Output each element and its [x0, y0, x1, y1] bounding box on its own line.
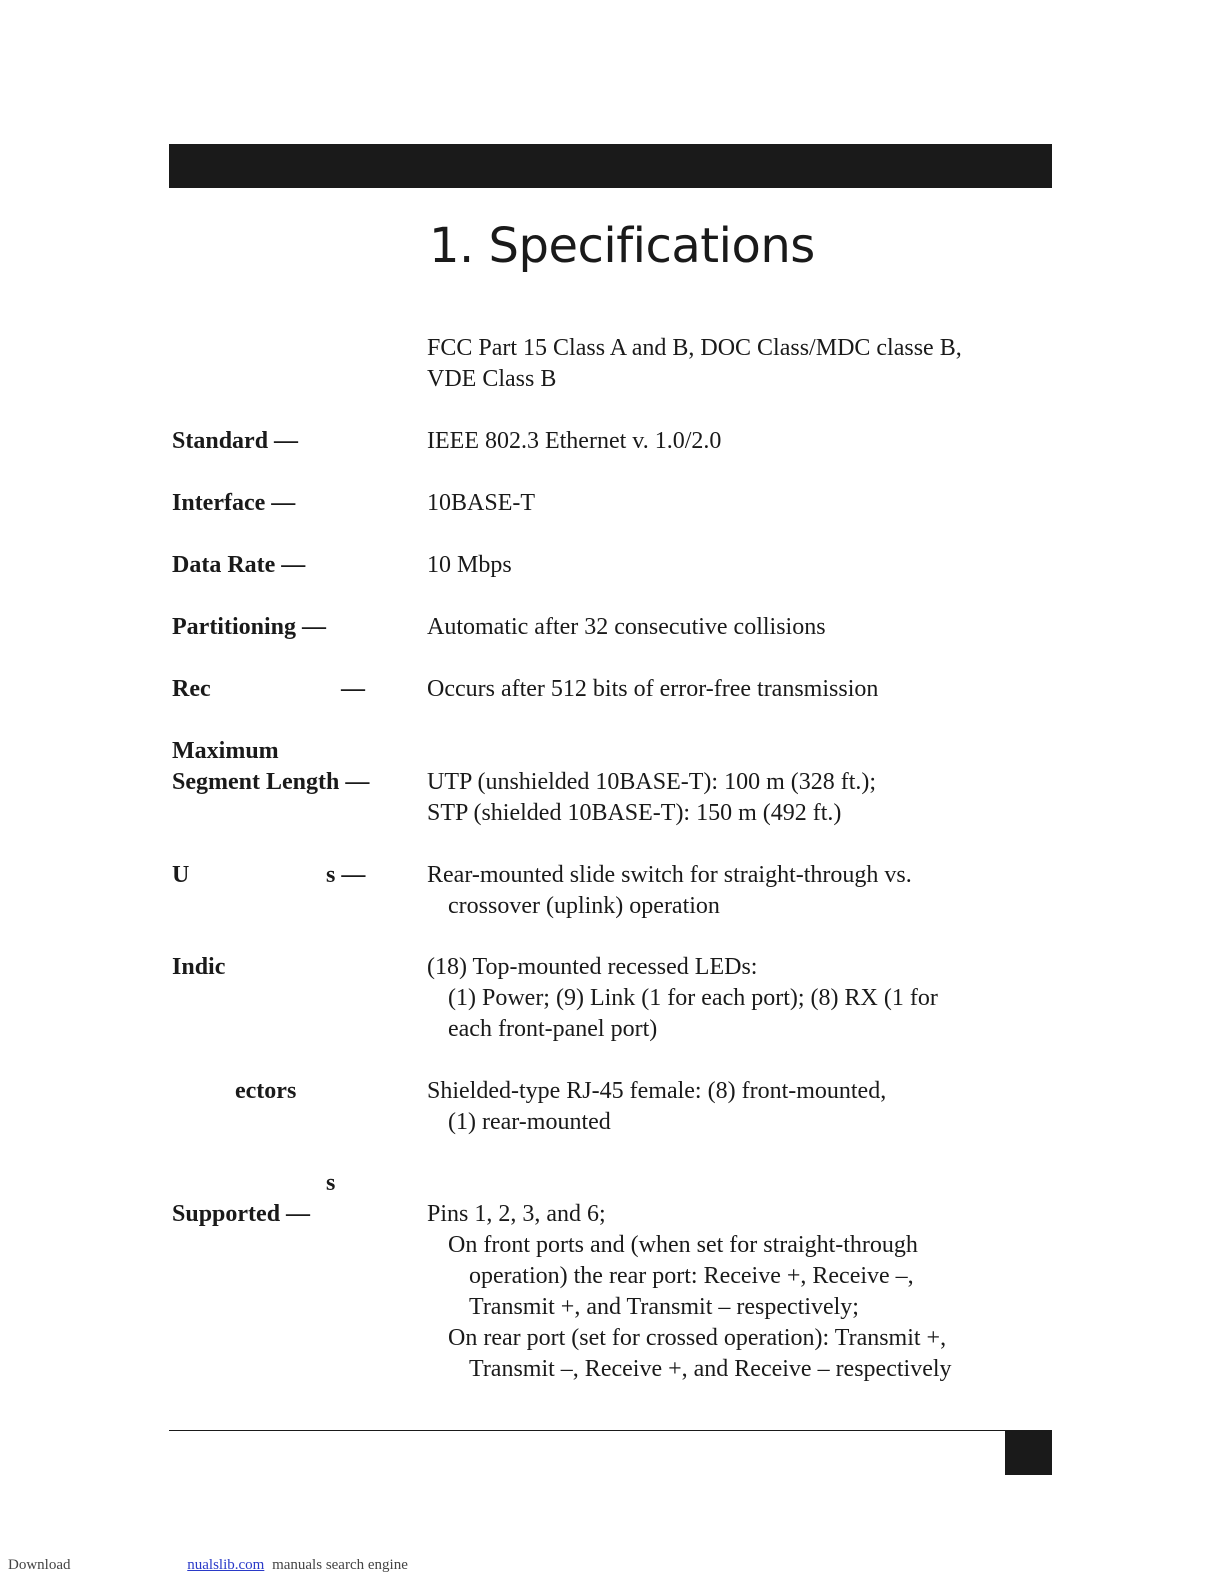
footer-prefix: Download [8, 1557, 71, 1573]
spec-label-indicators: Indic [172, 954, 226, 980]
spec-value-line: Occurs after 512 bits of error-free transmission [427, 676, 879, 702]
spec-value-line: UTP (unshielded 10BASE-T): 100 m (328 ft.); [427, 769, 877, 795]
spec-value-line: (1) Power; (9) Link (1 for each port); (8) RX (1 for [448, 985, 938, 1011]
spec-label-line: Maximum [172, 738, 279, 764]
spec-value-line: Automatic after 32 consecutive collisions [427, 614, 826, 640]
certification-line: VDE Class B [427, 366, 557, 392]
spec-value-line: STP (shielded 10BASE-T): 150 m (492 ft.) [427, 800, 842, 826]
spec-value-line: (18) Top-mounted recessed LEDs: [427, 954, 758, 980]
spec-value-line: Rear-mounted slide switch for straight-through vs. [427, 862, 912, 888]
spec-value-line: 10BASE-T [427, 490, 535, 516]
spec-label-reconnection: Rec [172, 676, 211, 702]
spec-value-interface [427, 488, 1052, 519]
page-number-block [1005, 1431, 1052, 1475]
spec-label-reconnection-dash: — [341, 676, 365, 702]
spec-value-line: On rear port (set for crossed operation): Transmit +, [448, 1325, 947, 1351]
spec-label-segment-length [172, 736, 369, 798]
download-footer [8, 1557, 408, 1574]
spec-value-data-rate [427, 550, 1052, 581]
footer-rule [169, 1430, 1052, 1431]
spec-value-line: On front ports and (when set for straight-through [448, 1232, 918, 1258]
spec-label-interface: Interface — [172, 490, 296, 516]
spec-value-connectors [427, 1076, 1052, 1138]
spec-label-signals-fragment: s [326, 1170, 336, 1196]
spec-value-line: Transmit +, and Transmit – respectively; [469, 1294, 859, 1320]
spec-value-partitioning [427, 612, 1052, 643]
spec-value-line: Transmit –, Receive +, and Receive – respectively [469, 1356, 952, 1382]
spec-label-connectors: ectors [235, 1078, 297, 1104]
spec-value-reconnection [427, 674, 1052, 705]
spec-value-line: operation) the rear port: Receive +, Receive –, [469, 1263, 914, 1289]
spec-label-data-rate: Data Rate — [172, 552, 306, 578]
footer-link[interactable]: nualslib.com [187, 1557, 265, 1573]
footer-suffix: manuals search engine [272, 1557, 408, 1573]
spec-label-uplink: U [172, 862, 190, 888]
spec-value-uplink [427, 860, 1052, 922]
spec-value-line: crossover (uplink) operation [448, 893, 720, 919]
spec-label-partitioning: Partitioning — [172, 614, 326, 640]
spec-value-line: Pins 1, 2, 3, and 6; [427, 1201, 606, 1227]
spec-value-line: Shielded-type RJ-45 female: (8) front-mounted, [427, 1078, 887, 1104]
spec-label-standard: Standard — [172, 428, 299, 454]
spec-value-line: 10 Mbps [427, 552, 512, 578]
certification-text [427, 333, 1052, 395]
certification-line: FCC Part 15 Class A and B, DOC Class/MDC classe B, [427, 335, 962, 361]
spec-value-line: each front-panel port) [448, 1016, 658, 1042]
spec-value-segment-length [427, 767, 1052, 829]
spec-value-line: IEEE 802.3 Ethernet v. 1.0/2.0 [427, 428, 722, 454]
page-title: 1. Specifications [429, 218, 815, 274]
spec-value-standard [427, 426, 1052, 457]
spec-value-indicators [427, 952, 1052, 1045]
spec-value-line: (1) rear-mounted [448, 1109, 611, 1135]
spec-label-supported: Supported — [172, 1201, 311, 1227]
spec-label-line: Segment Length — [172, 769, 370, 795]
spec-label-uplink-dash: s — [326, 862, 366, 888]
header-bar [169, 144, 1052, 188]
spec-value-signals [427, 1199, 1052, 1385]
